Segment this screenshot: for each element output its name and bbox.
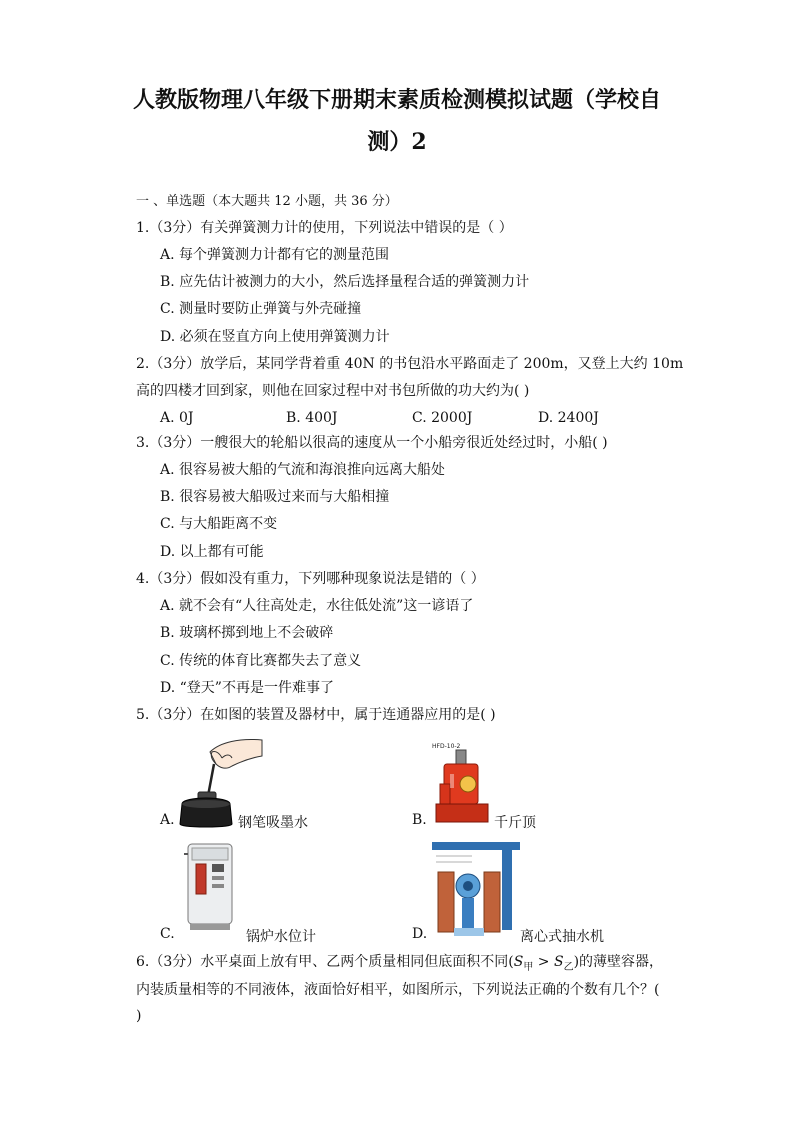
figure-centrifugal-pump: [432, 842, 520, 938]
q2-option-d: D. 2400J: [538, 410, 599, 426]
q3-option-c: C. 与大船距离不变: [160, 516, 278, 532]
q6-sub-b: 乙: [563, 961, 574, 973]
q2-stem-line2: 高的四楼才回到家，则他在回家过程中对书包所做的功大约为( ): [136, 383, 530, 399]
q2-option-b: B. 400J: [286, 410, 338, 426]
q5-stem: 5.（3分）在如图的装置及器材中，属于连通器应用的是( ): [136, 707, 496, 723]
q5-option-d-letter: D.: [412, 926, 428, 942]
q5-option-a-letter: A.: [160, 812, 175, 828]
q2-option-c: C. 2000J: [412, 410, 473, 426]
q6-stem-post: )的薄壁容器，: [573, 954, 664, 970]
q4-option-d: D. “登天”不再是一件难事了: [160, 680, 334, 696]
q4-option-a: A. 就不会有“人往高处走，水往低处流”这一谚语了: [160, 598, 474, 614]
q4-option-c: C. 传统的体育比赛都失去了意义: [160, 653, 362, 669]
q5-option-d-caption: 离心式抽水机: [520, 929, 604, 945]
q6-stem-pre: 6.（3分）水平桌面上放有甲、乙两个质量相同但底面积不同(: [136, 954, 514, 970]
q5-option-c-letter: C.: [160, 926, 175, 942]
q1-option-c: C. 测量时要防止弹簧与外壳碰撞: [160, 301, 362, 317]
q6-stem-line2: 内装质量相等的不同液体，液面恰好相平，如图所示，下列说法正确的个数有几个？(: [136, 982, 660, 998]
q3-option-b: B. 很容易被大船吸过来而与大船相撞: [160, 489, 390, 505]
q6-s-b: S: [553, 954, 564, 970]
page-title-line2: 测）2: [367, 129, 427, 155]
q4-option-b: B. 玻璃杯掷到地上不会破碎: [160, 625, 334, 641]
q6-stem-line1: [136, 952, 663, 978]
q1-option-a: A. 每个弹簧测力计都有它的测量范围: [160, 247, 390, 263]
section-heading: 一 、单选题（本大题共 12 小题，共 36 分）: [136, 194, 398, 209]
q6-stem-line3: ): [136, 1008, 142, 1024]
q6-s-a: S: [513, 954, 524, 970]
q5-option-b-letter: B.: [412, 812, 427, 828]
q3-option-d: D. 以上都有可能: [160, 544, 264, 560]
q3-option-a: A. 很容易被大船的气流和海浪推向远离大船处: [160, 462, 446, 478]
q1-option-d: D. 必须在竖直方向上使用弹簧测力计: [160, 329, 390, 345]
q3-stem: 3.（3分）一艘很大的轮船以很高的速度从一个小船旁很近处经过时，小船( ): [136, 435, 608, 451]
jack-model-label: HFD-10-2: [432, 743, 461, 750]
q5-option-a-caption: 钢笔吸墨水: [238, 815, 308, 831]
q6-gt: >: [533, 954, 554, 970]
q2-stem-line1: 2.（3分）放学后，某同学背着重 40N 的书包沿水平路面走了 200m，又登上大约 10m: [136, 356, 684, 372]
q1-stem: 1.（3分）有关弹簧测力计的使用，下列说法中错误的是（ ）: [136, 220, 513, 236]
q4-stem: 4.（3分）假如没有重力，下列哪种现象说法是错的（ ）: [136, 571, 485, 587]
q1-option-b: B. 应先估计被测力的大小，然后选择量程合适的弹簧测力计: [160, 274, 530, 290]
q6-sub-a: 甲: [523, 961, 534, 973]
figure-boiler: [180, 840, 240, 932]
page-title-line1: 人教版物理八年级下册期末素质检测模拟试题（学校自: [132, 87, 661, 113]
q5-option-c-caption: 锅炉水位计: [246, 929, 316, 945]
q5-option-b-caption: 千斤顶: [494, 815, 536, 831]
q2-option-a: A. 0J: [160, 410, 194, 426]
figure-hydraulic-jack: [430, 736, 494, 832]
